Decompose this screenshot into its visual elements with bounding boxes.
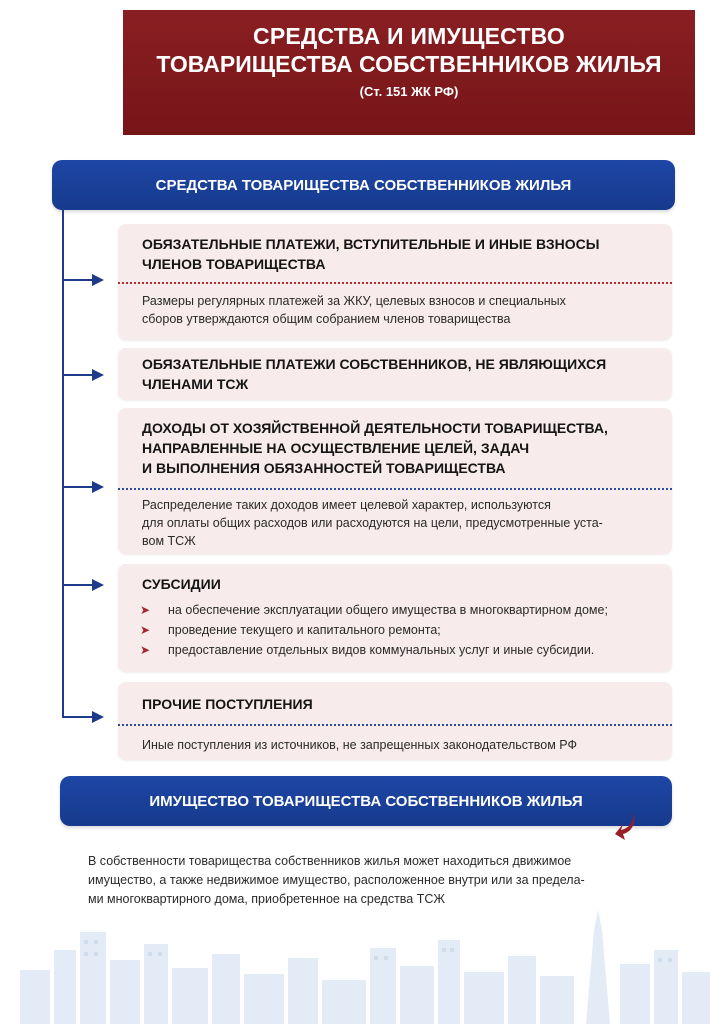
- connector-line-1: [62, 279, 96, 281]
- arrow-right-icon: [92, 274, 104, 286]
- section1-banner: [52, 160, 675, 210]
- card-heading-line: НАПРАВЛЕННЫЕ НА ОСУЩЕСТВЛЕНИЕ ЦЕЛЕЙ, ЗАДАЧ: [142, 440, 530, 456]
- connector-line-5: [62, 716, 96, 718]
- card-heading: СУБСИДИИ: [142, 576, 221, 592]
- card-heading-line: ЧЛЕНАМИ ТСЖ: [142, 376, 249, 392]
- section1-title: СРЕДСТВА ТОВАРИЩЕСТВА СОБСТВЕННИКОВ ЖИЛЬЯ: [155, 176, 572, 194]
- property-paragraph: [88, 852, 658, 909]
- paragraph-line: В собственности товарищества собственников жилья может находиться движимое: [88, 854, 572, 868]
- arrow-right-icon: [92, 711, 104, 723]
- card-heading-line: И ВЫПОЛНЕНИЯ ОБЯЗАННОСТЕЙ ТОВАРИЩЕСТВА: [142, 460, 506, 476]
- list-item: [138, 640, 654, 660]
- card-mandatory-payments-members: [118, 224, 672, 340]
- connector-line-4: [62, 584, 96, 586]
- bullet-arrow-icon: ➤: [140, 643, 151, 657]
- card-body-line: сборов утверждаются общим собранием членов товарищества: [142, 312, 511, 326]
- card-heading: [118, 224, 672, 274]
- card-heading: [118, 408, 672, 478]
- connector-line-2: [62, 374, 96, 376]
- paragraph-line: ми многоквартирного дома, приобретенное на средства ТСЖ: [88, 892, 445, 906]
- subsidies-list: [118, 600, 672, 660]
- list-item-text: предоставление отдельных видов коммунальных услуг и иные субсидии.: [168, 643, 595, 657]
- card-heading-line: ОБЯЗАТЕЛЬНЫЕ ПЛАТЕЖИ, ВСТУПИТЕЛЬНЫЕ И ИНЫЕ ВЗНОСЫ: [142, 236, 600, 252]
- card-heading-line: ОБЯЗАТЕЛЬНЫЕ ПЛАТЕЖИ СОБСТВЕННИКОВ, НЕ ЯВЛЯЮЩИХСЯ: [142, 356, 607, 372]
- card-body-line: для оплаты общих расходов или расходуются на цели, предусмотренные уста-: [142, 516, 603, 530]
- card-body: [118, 490, 672, 550]
- card-body: [118, 284, 672, 328]
- page-header: [123, 10, 695, 135]
- list-item: [138, 600, 654, 620]
- card-subsidies: [118, 564, 672, 672]
- section2-banner: [60, 776, 672, 826]
- card-mandatory-payments-nonmembers: [118, 348, 672, 400]
- card-body-line: вом ТСЖ: [142, 534, 196, 548]
- connector-vertical-line: [62, 208, 64, 718]
- card-body-line: Распределение таких доходов имеет целевой характер, используются: [142, 498, 551, 512]
- card-heading: ПРОЧИЕ ПОСТУПЛЕНИЯ: [142, 696, 313, 712]
- card-body-line: Размеры регулярных платежей за ЖКУ, целевых взносов и специальных: [142, 294, 566, 308]
- arrow-right-icon: [92, 481, 104, 493]
- bullet-arrow-icon: ➤: [140, 623, 151, 637]
- list-item: [138, 620, 654, 640]
- card-business-income: [118, 408, 672, 554]
- card-body: Иные поступления из источников, не запрещенных законодательством РФ: [142, 738, 577, 752]
- paragraph-line: имущество, а также недвижимое имущество, расположенное внутри или за предела-: [88, 873, 585, 887]
- bullet-arrow-icon: ➤: [140, 603, 151, 617]
- page-subtitle: (Ст. 151 ЖК РФ): [359, 84, 459, 99]
- card-heading-line: ЧЛЕНОВ ТОВАРИЩЕСТВА: [142, 256, 326, 272]
- card-heading: [118, 348, 672, 394]
- city-skyline-illustration: [20, 910, 710, 1024]
- list-item-text: на обеспечение эксплуатации общего имущества в многоквартирном доме;: [168, 603, 608, 617]
- curved-arrow-icon: [615, 812, 637, 842]
- card-other-income: [118, 682, 672, 760]
- connector-line-3: [62, 486, 96, 488]
- list-item-text: проведение текущего и капитального ремонта;: [168, 623, 441, 637]
- arrow-right-icon: [92, 369, 104, 381]
- section2-title: ИМУЩЕСТВО ТОВАРИЩЕСТВА СОБСТВЕННИКОВ ЖИЛЬЯ: [149, 792, 583, 810]
- page-title-line2: ТОВАРИЩЕСТВА СОБСТВЕННИКОВ ЖИЛЬЯ: [156, 51, 662, 77]
- page-title-line1: СРЕДСТВА И ИМУЩЕСТВО: [253, 23, 565, 49]
- arrow-right-icon: [92, 579, 104, 591]
- card-heading-line: ДОХОДЫ ОТ ХОЗЯЙСТВЕННОЙ ДЕЯТЕЛЬНОСТИ ТОВАРИЩЕСТВА,: [142, 420, 608, 436]
